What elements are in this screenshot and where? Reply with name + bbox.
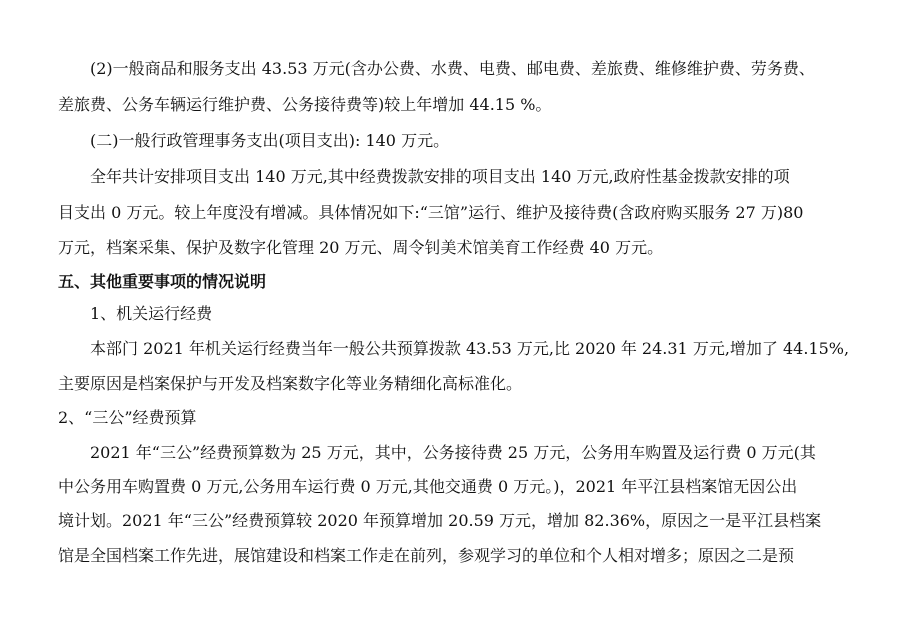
paragraph-line: 本部门 2021 年机关运行经费当年一般公共预算拨款 43.53 万元,比 2020 年 24.31 万元,增加了 44.15%, <box>90 339 850 358</box>
subsection-heading: 1、机关运行经费 <box>90 304 213 323</box>
paragraph-line: 全年共计安排项目支出 140 万元,其中经费拨款安排的项目支出 140 万元,政府性基金拨款安排的项 <box>90 167 790 186</box>
paragraph-line: 中公务用车购置费 0 万元,公务用车运行费 0 万元,其他交通费 0 万元。)，2021 年平江县档案馆无因公出 <box>58 477 798 496</box>
subsection-heading: 2、“三公”经费预算 <box>58 408 197 427</box>
paragraph-line: 境计划。2021 年“三公”经费预算较 2020 年预算增加 20.59 万元，增加 82.36%，原因之一是平江县档案 <box>58 511 822 530</box>
paragraph-line: 主要原因是档案保护与开发及档案数字化等业务精细化高标准化。 <box>58 374 523 393</box>
section-heading: 五、其他重要事项的情况说明 <box>58 272 267 291</box>
paragraph-line: 万元，档案采集、保护及数字化管理 20 万元、周令钊美术馆美育工作经费 40 万元。 <box>58 238 664 257</box>
paragraph-line: 2021 年“三公”经费预算数为 25 万元，其中，公务接待费 25 万元，公务用车购置及运行费 0 万元(其 <box>90 443 816 462</box>
paragraph-line: (二)一般行政管理事务支出(项目支出): 140 万元。 <box>90 131 450 150</box>
paragraph-line: 差旅费、公务车辆运行维护费、公务接待费等)较上年增加 44.15 %。 <box>58 95 552 114</box>
paragraph-line: 目支出 0 万元。较上年度没有增减。具体情况如下:“三馆”运行、维护及接待费(含政府购买服务 27 万)80 <box>58 203 804 222</box>
paragraph-line: (2)一般商品和服务支出 43.53 万元(含办公费、水费、电费、邮电费、差旅费、维修维护费、劳务费、 <box>90 59 815 78</box>
paragraph-line: 馆是全国档案工作先进，展馆建设和档案工作走在前列，参观学习的单位和个人相对增多；原因之二是预 <box>58 546 795 565</box>
